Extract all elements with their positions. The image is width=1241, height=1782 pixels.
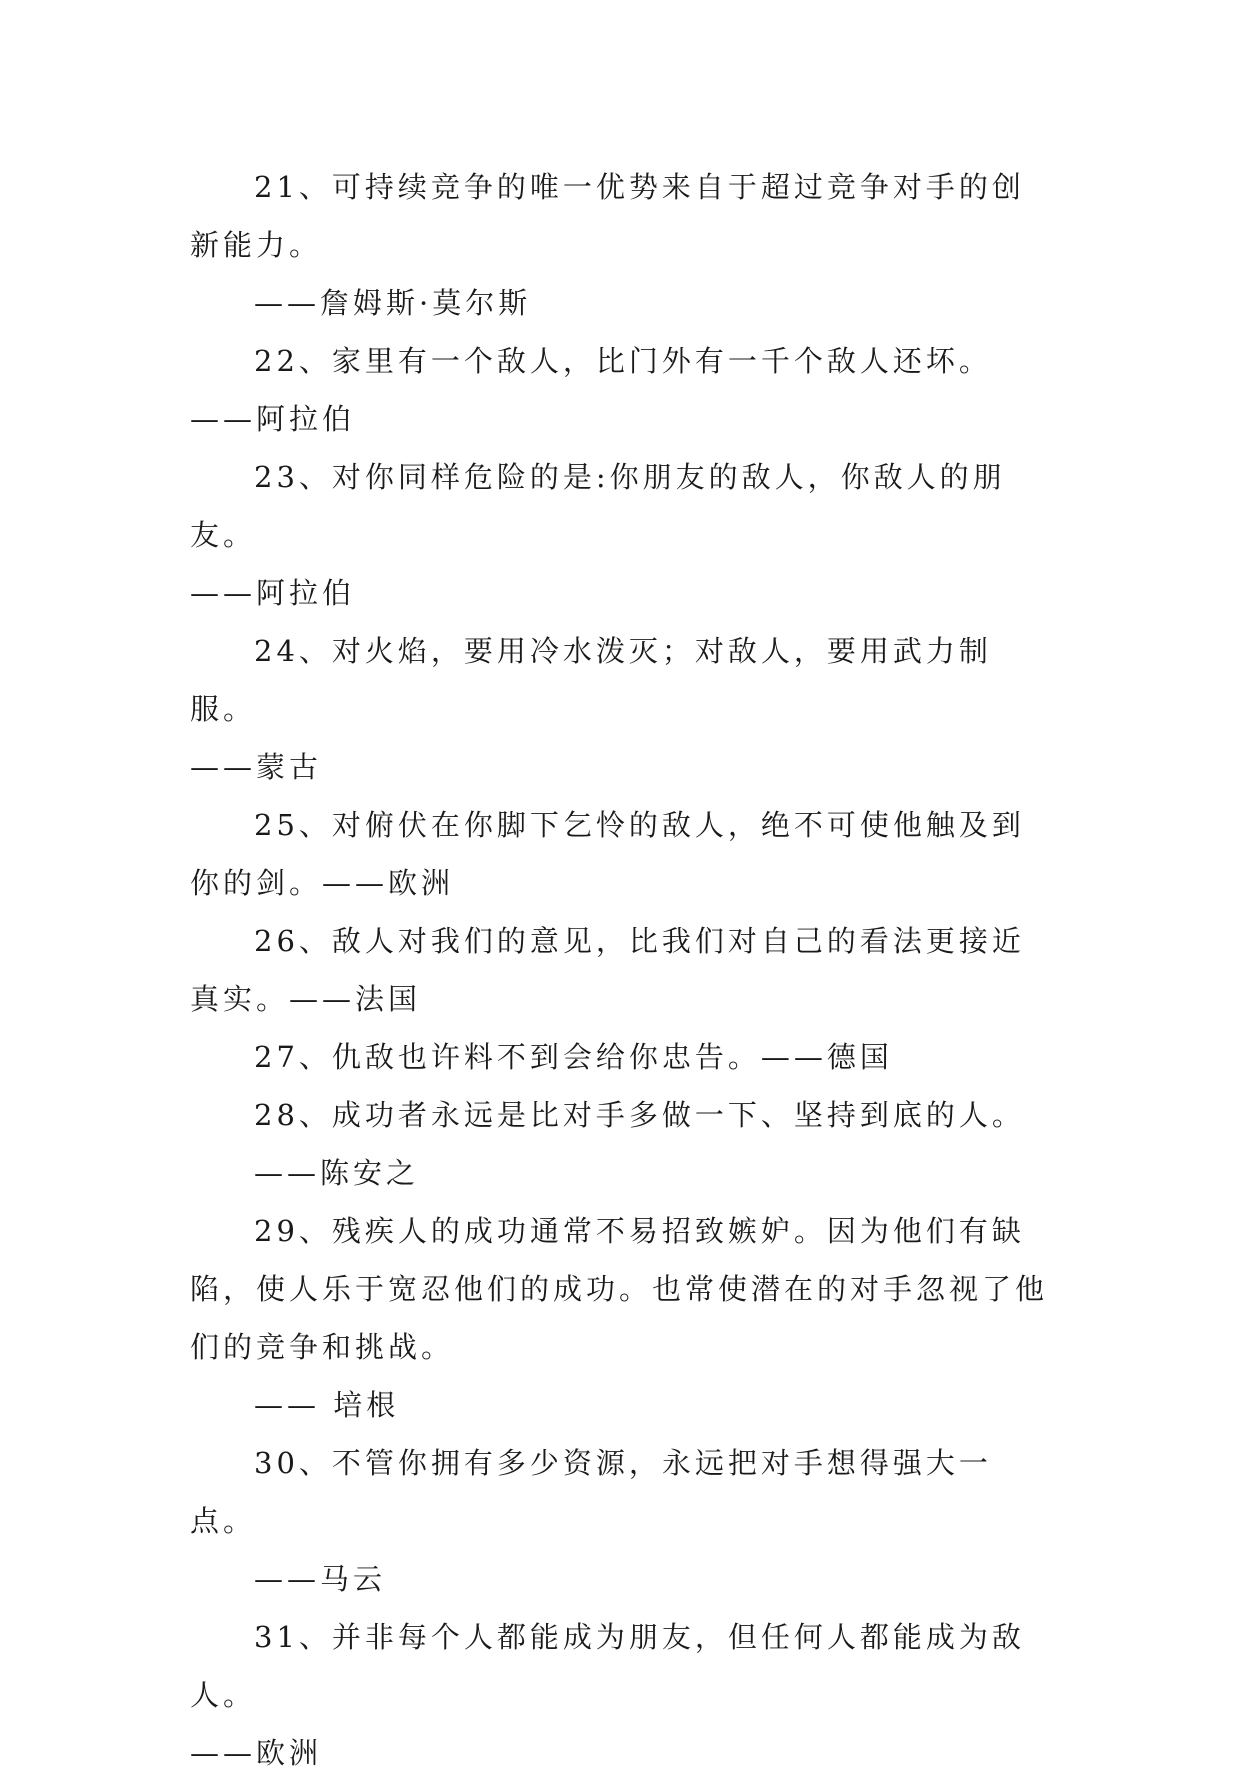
attribution-29: —— 培根 — [254, 1388, 400, 1422]
quote-28: 28、成功者永远是比对手多做一下、坚持到底的人。 — [254, 1098, 1025, 1132]
quote-31: 31、并非每个人都能成为朋友，但任何人都能成为敌人。 — [190, 1620, 1025, 1712]
quote-21: 21、可持续竞争的唯一优势来自于超过竞争对手的创新能力。 — [190, 170, 1025, 262]
attribution-28: ——陈安之 — [254, 1156, 420, 1190]
quote-26: 26、敌人对我们的意见，比我们对自己的看法更接近真实。——法国 — [190, 924, 1025, 1016]
quote-list — [190, 158, 1050, 1782]
quote-22: 22、家里有一个敌人，比门外有一千个敌人还坏。——阿拉伯 — [190, 344, 992, 436]
quote-23: 23、对你同样危险的是:你朋友的敌人，你敌人的朋友。 — [190, 460, 1006, 552]
attribution-31: ——欧洲 — [190, 1736, 323, 1770]
quote-27: 27、仇敌也许料不到会给你忠告。——德国 — [254, 1040, 893, 1074]
quote-29: 29、残疾人的成功通常不易招致嫉妒。因为他们有缺陷，使人乐于宽忍他们的成功。也常使潜在的对手忽视了他们的竞争和挑战。 — [190, 1214, 1049, 1364]
attribution-21: ——詹姆斯·莫尔斯 — [254, 286, 532, 320]
attribution-24: ——蒙古 — [190, 750, 323, 784]
quote-30: 30、不管你拥有多少资源，永远把对手想得强大一点。 — [190, 1446, 992, 1538]
quote-24: 24、对火焰，要用冷水泼灭；对敌人，要用武力制服。 — [190, 634, 992, 726]
attribution-30: ——马云 — [254, 1562, 387, 1596]
attribution-23: ——阿拉伯 — [190, 576, 356, 610]
quote-25: 25、对俯伏在你脚下乞怜的敌人，绝不可使他触及到你的剑。——欧洲 — [190, 808, 1025, 900]
